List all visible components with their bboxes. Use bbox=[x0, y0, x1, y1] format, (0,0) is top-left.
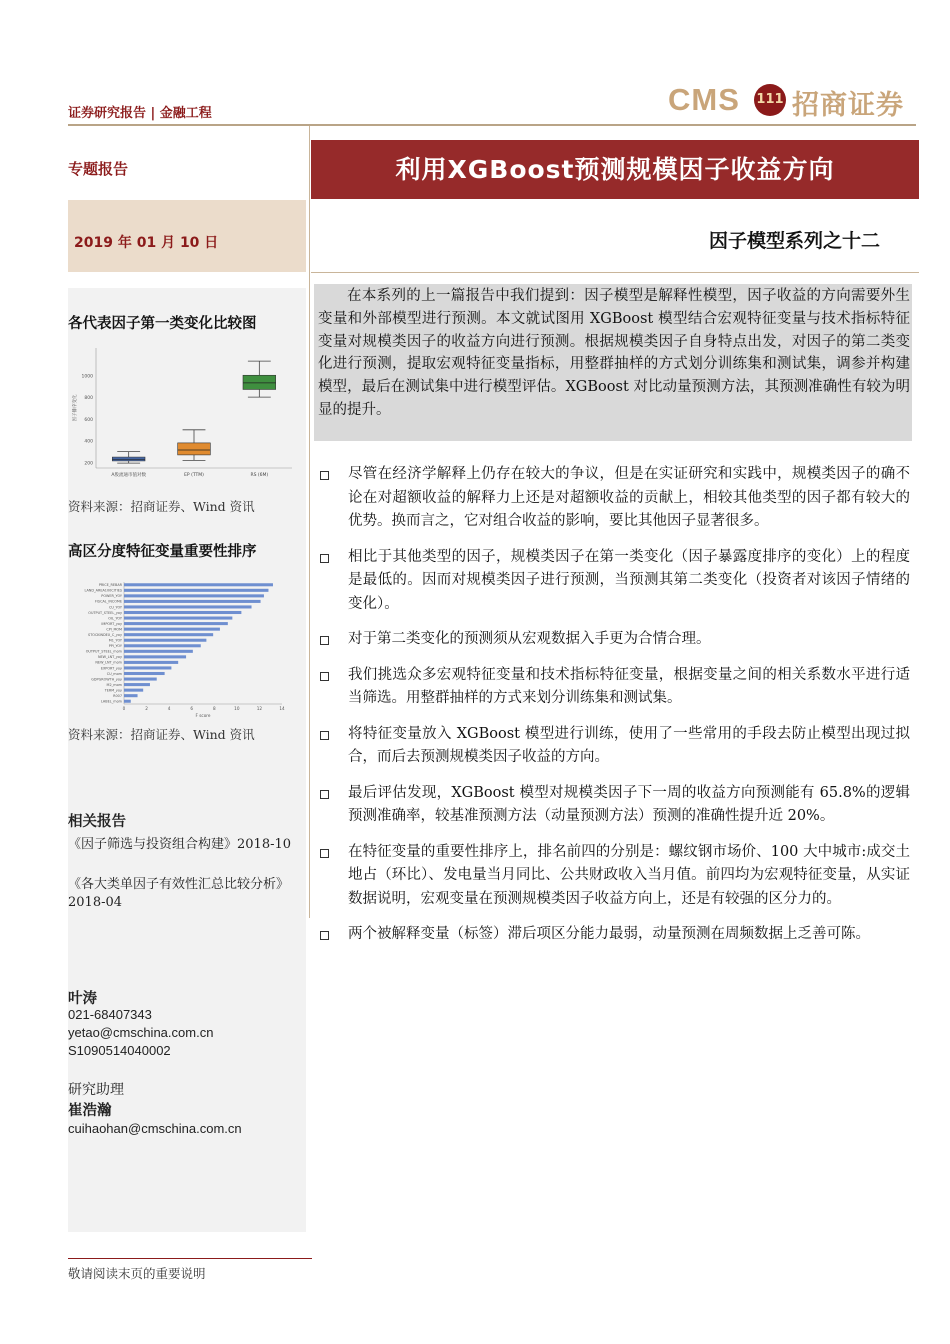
list-item-text: 最后评估发现，XGBoost 模型对规模类因子下一周的收益方向预测能有 65.8%的逻辑预测准确率，较基准预测方法（动量预测方法）预测的准确性提升近 20%。 bbox=[348, 784, 910, 824]
checkbox-bullet-icon bbox=[320, 790, 329, 799]
bar bbox=[124, 605, 252, 608]
x-tick-label: 2 bbox=[145, 706, 148, 711]
bar bbox=[124, 622, 228, 625]
checkbox-bullet-icon bbox=[320, 731, 329, 740]
y-tick-label: NEW_LNT_mom bbox=[95, 660, 122, 665]
y-tick-label: R007 bbox=[113, 693, 122, 698]
y-tick-label: OUTPUT_STEEL_yoy bbox=[88, 610, 122, 615]
bar bbox=[124, 672, 165, 675]
y-tick-label: LABEL_mom bbox=[100, 699, 122, 704]
assistant-role: 研究助理 bbox=[68, 1082, 124, 1098]
y-tick-label: 800 bbox=[84, 396, 93, 402]
report-type: 专题报告 bbox=[68, 160, 129, 178]
x-tick-label: RS (6M) bbox=[250, 473, 269, 478]
list-item-text: 将特征变量放入 XGBoost 模型进行训练，使用了一些常用的手段去防止模型出现过拟合，而后去预测规模类因子收益的方向。 bbox=[348, 725, 910, 765]
y-tick-label: EXPORT_yoy bbox=[100, 666, 122, 671]
bar bbox=[124, 583, 273, 586]
bar bbox=[124, 661, 178, 664]
list-item bbox=[318, 841, 910, 912]
list-item-text: 两个被解释变量（标签）滞后项区分能力最弱，动量预测在周频数据上乏善可陈。 bbox=[348, 926, 870, 942]
bar bbox=[124, 689, 143, 692]
feature-importance-chart bbox=[68, 576, 300, 724]
y-tick-label: IMPORT_yoy bbox=[101, 621, 122, 626]
list-item bbox=[318, 463, 910, 534]
checkbox-bullet-icon bbox=[320, 636, 329, 645]
related-reports-title: 相关报告 bbox=[68, 814, 126, 830]
box bbox=[243, 375, 276, 389]
y-tick-label: 200 bbox=[84, 461, 93, 467]
box-plot-chart bbox=[68, 340, 300, 490]
header-divider bbox=[68, 124, 916, 126]
checkbox-bullet-icon bbox=[320, 672, 329, 681]
subtitle-divider bbox=[311, 272, 919, 273]
x-tick-label: 12 bbox=[256, 706, 263, 711]
analyst-phone: 021-68407343 bbox=[68, 1007, 152, 1022]
list-item-text: 相比于其他类型的因子，规模类因子在第一类变化（因子暴露度排序的变化）上的程度是最低的。因而对规模类因子进行预测，当预测其第二类变化（投资者对该因子情绪的变化）。 bbox=[348, 548, 910, 612]
y-tick-label: CPI_MOM bbox=[106, 627, 122, 632]
y-tick-label: NEW_LNT_yoy bbox=[97, 655, 122, 660]
list-item bbox=[318, 546, 910, 617]
report-category: 证券研究报告 | 金融工程 bbox=[68, 106, 212, 121]
y-tick-label: M1_YOY bbox=[108, 638, 122, 643]
checkbox-bullet-icon bbox=[320, 554, 329, 563]
bar bbox=[124, 617, 232, 620]
box bbox=[178, 443, 211, 455]
y-tick-label: LAND_AREA100CITIES bbox=[84, 588, 122, 593]
y-tick-label: PPI_YOY bbox=[108, 644, 122, 649]
y-tick-label: 1000 bbox=[81, 374, 93, 380]
y-axis-label: 因子排序变化 bbox=[73, 394, 78, 422]
bar bbox=[124, 589, 268, 592]
analyst-license: S1090514040002 bbox=[68, 1043, 171, 1058]
x-tick-label: 10 bbox=[234, 706, 240, 711]
x-tick-label: EP (TTM) bbox=[184, 473, 204, 478]
bar bbox=[124, 600, 261, 603]
y-tick-label: CU_mom bbox=[106, 671, 122, 676]
y-tick-label: OUTPUT_STEEL_mom bbox=[85, 649, 122, 654]
checkbox-bullet-icon bbox=[320, 849, 329, 858]
related-report-link[interactable]: 《各大类单因子有效性汇总比较分析》2018-04 bbox=[68, 877, 290, 910]
checkbox-bullet-icon bbox=[320, 471, 329, 480]
logo-badge-icon: 111 bbox=[754, 84, 786, 116]
x-tick-label: 0 bbox=[122, 706, 126, 711]
chart2-source: 资料来源：招商证券、Wind 资讯 bbox=[68, 727, 255, 742]
logo-text-en: CMS bbox=[668, 82, 740, 117]
x-tick-label: A股流通市值对数 bbox=[111, 473, 146, 478]
checkbox-bullet-icon bbox=[320, 931, 329, 940]
list-item bbox=[318, 782, 910, 829]
list-item-text: 我们挑选众多宏观特征变量和技术指标特征变量，根据变量之间的相关系数水平进行适当筛选。用整群抽样的方式来划分训练集和测试集。 bbox=[348, 666, 910, 706]
y-tick-label: 600 bbox=[84, 417, 93, 423]
list-item bbox=[318, 664, 910, 711]
bar bbox=[124, 650, 193, 653]
x-axis-label: F score bbox=[195, 713, 211, 718]
column-divider bbox=[309, 126, 310, 918]
bar bbox=[124, 655, 186, 658]
x-tick-label: 6 bbox=[190, 706, 194, 711]
list-item bbox=[318, 923, 910, 947]
y-tick-label: TERM_yoy bbox=[104, 688, 122, 693]
y-tick-label: PRICE_REBAR bbox=[98, 583, 122, 588]
bar bbox=[124, 694, 138, 697]
x-tick-label: 4 bbox=[167, 706, 171, 711]
y-tick-label: GDPGROWTH_yoy bbox=[91, 677, 122, 682]
cms-logo bbox=[668, 80, 916, 120]
chart1-title: 各代表因子第一类变化比较图 bbox=[68, 316, 257, 332]
related-report-link[interactable]: 《因子筛选与投资组合构建》2018-10 bbox=[68, 837, 292, 852]
bar bbox=[124, 611, 241, 614]
bar bbox=[124, 644, 201, 647]
analyst-email[interactable]: yetao@cmschina.com.cn bbox=[68, 1025, 214, 1040]
y-tick-label: POWER_YOY bbox=[101, 594, 122, 599]
y-tick-label: STOCKINDEX_C_yoy bbox=[88, 632, 122, 637]
assistant-name: 崔浩瀚 bbox=[68, 1103, 112, 1119]
bar bbox=[124, 666, 171, 669]
key-points-list bbox=[318, 463, 910, 959]
list-item-text: 尽管在经济学解释上仍存在较大的争议，但是在实证研究和实践中，规模类因子的确不论在对超额收益的解释力上还是对超额收益的贡献上，相较其他类型的因子都有较大的优势。换而言之，它对组合收益的影响，要比其他因子显著很多。 bbox=[348, 466, 910, 529]
list-item-text: 对于第二类变化的预测须从宏观数据入手更为合情合理。 bbox=[348, 631, 711, 647]
list-item-text: 在特征变量的重要性排序上，排名前四的分别是：螺纹钢市场价、100 大中城市:成交土地占（环比）、发电量当月同比、公共财政收入当月值。前四均为宏观特征变量，从实证数据说明，宏观变量在预测规模类因子收益方向上，还是有较强的区分力的。 bbox=[348, 843, 910, 907]
list-item bbox=[318, 723, 910, 770]
x-tick-label: 14 bbox=[279, 706, 285, 711]
bar bbox=[124, 628, 220, 631]
list-item bbox=[318, 628, 910, 652]
report-date: 2019 年 01 月 10 日 bbox=[74, 235, 219, 251]
bar bbox=[124, 678, 157, 681]
analyst-name: 叶涛 bbox=[68, 991, 97, 1007]
footer-note: 敬请阅读末页的重要说明 bbox=[68, 1266, 206, 1281]
chart1-source: 资料来源：招商证券、Wind 资讯 bbox=[68, 499, 255, 514]
report-title: 利用XGBoost预测规模因子收益方向 bbox=[395, 155, 835, 184]
footer-divider bbox=[68, 1258, 312, 1259]
x-tick-label: 8 bbox=[212, 706, 216, 711]
abstract-text: 在本系列的上一篇报告中我们提到：因子模型是解释性模型，因子收益的方向需要外生变量和外部模型进行预测。本文就试图用 XGBoost 模型结合宏观特征变量与技术指标特征变量对规模类因子的收益方向进行预测。根据规模类因子自身特点出发，对因子的第二类变化进行预测，提取宏观特征变量指标，用整群抽样的方式划分训练集和测试集，调参并构建模型，最后在测试集中进行模型评估。XGBoost 对比动量预测方法，其预测准确性有较为明显的提升。 bbox=[318, 288, 910, 418]
y-tick-label: OIL_YOY bbox=[108, 616, 122, 621]
bar bbox=[124, 700, 131, 703]
assistant-email[interactable]: cuihaohan@cmschina.com.cn bbox=[68, 1121, 242, 1136]
report-subtitle: 因子模型系列之十二 bbox=[708, 230, 880, 252]
chart2-title: 高区分度特征变量重要性排序 bbox=[68, 544, 257, 560]
y-tick-label: CU_YOY bbox=[109, 605, 122, 610]
y-tick-label: FISCAL_INCOME bbox=[94, 599, 122, 604]
bar bbox=[124, 633, 213, 636]
bar bbox=[124, 594, 264, 597]
y-tick-label: 400 bbox=[84, 439, 93, 445]
logo-text-cn: 招商证券 bbox=[792, 90, 904, 121]
bar bbox=[124, 639, 206, 642]
bar bbox=[124, 683, 150, 686]
y-tick-label: M2_mom bbox=[106, 682, 122, 687]
